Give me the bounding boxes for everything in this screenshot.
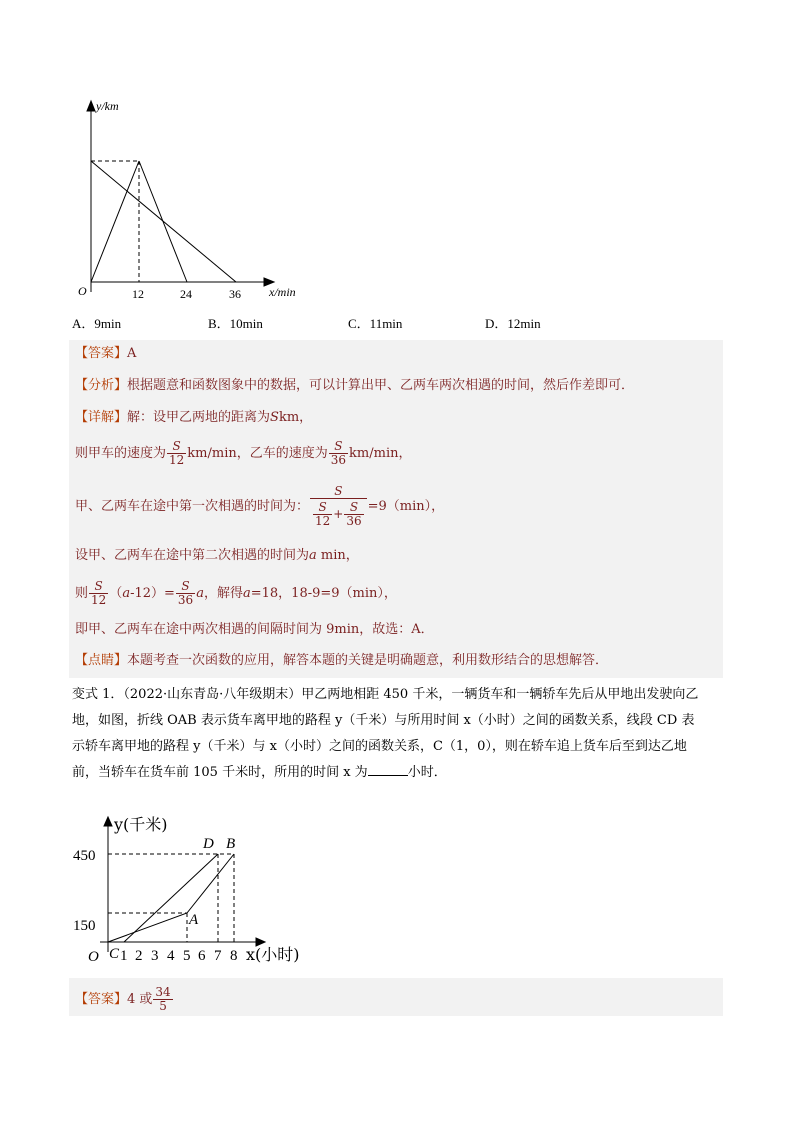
frac-num: S [172,439,181,453]
frac-den: 36 [346,514,362,528]
line-CD-car [124,854,218,942]
y-axis-label: y/km [96,99,119,113]
line-car-a-out [91,161,139,282]
answer-tag: 【答案】 [75,346,128,361]
point-a-label: A [189,912,199,928]
point-c-label: C [109,946,120,962]
distance-time-graph-2 [70,812,310,972]
problem-line-4b: 小时． [407,765,447,780]
frac-den: 12 [169,453,185,467]
line-car-b [91,161,236,282]
detail-text-2a: 则甲车的速度为 [75,446,167,461]
origin-label: O [78,284,87,298]
y-axis-label: y(千米) [114,815,168,834]
detail-line-3 [75,485,444,528]
frac-num: S [334,439,343,453]
answer-value-2: 4 或 [127,992,153,1007]
detail-text-4a: 设甲、乙两车在途中第二次相遇的时间为 [75,548,310,563]
x-axis-label: x/min [269,285,296,299]
comment-text: 本题考查一次函数的应用，解答本题的关键是明确题意，利用数形结合的思想解答． [127,653,609,668]
detail-text-2c: km/min， [349,446,412,461]
x-tick-12: 12 [132,287,144,301]
comment-line [75,651,608,671]
fraction-s-36 [329,440,348,467]
answer-value: A [127,346,137,361]
detail-text-1c: km， [278,410,313,425]
problem-line-3: 示轿车离甲地的路程 y（千米）与 x（小时）之间的函数关系，C（1，0），则在轿车追上货车后至到达乙地 [72,739,687,754]
fraction-s-12 [167,440,186,467]
problem-2-text [72,682,722,794]
x-tick-24: 24 [180,287,192,301]
detail-line-4 [75,546,359,566]
detail-text-5a: 则 [75,586,89,601]
problem-line-4a: 前，当轿车在货车前 105 千米时，所用的时间 x 为 [72,765,368,780]
detail-line-5 [75,580,397,607]
frac-num: S [334,484,343,498]
choice-d: D．12min [485,316,541,331]
problem-line-4 [72,760,447,786]
detail-text-5f: ，解得 [203,586,243,601]
frac-den: 12 [91,593,107,607]
x-tick-3: 3 [151,948,159,964]
frac-den: 36 [330,453,347,467]
detail-tag: 【详解】 [75,410,128,425]
solution-block-1 [69,340,723,678]
compound-fraction [310,485,367,528]
x-axis-label: x(小时) [246,945,300,964]
fraction-s-36-inner [344,501,363,528]
detail-text-3b: =9（min）， [367,499,445,514]
answer-tag-2: 【答案】 [75,992,128,1007]
frac-num: S [349,500,359,514]
fraction-34-5 [153,986,172,1013]
point-b-label: B [226,836,236,852]
problem-line-2: 地，如图，折线 OAB 表示货车离甲地的路程 y（千米）与所用时间 x（小时）之间的函数关系，线段 CD 表 [72,713,695,728]
var-a: a [242,586,251,601]
answer-line-2 [75,986,174,1013]
y-axis-arrow [104,817,112,826]
plus-sign: + [333,507,344,521]
fraction-s-36 [176,580,195,607]
point-d-label: D [203,836,214,852]
frac-num: 34 [155,985,171,999]
analysis-text: 根据题意和函数图象中的数据，可以计算出甲、乙两车两次相遇的时间，然后作差即可． [127,378,635,393]
detail-line-2 [75,440,411,467]
analysis-tag: 【分析】 [75,378,128,393]
detail-text-5d: -12）= [130,586,175,601]
analysis-line [75,376,634,396]
answer-choices [72,313,672,333]
detail-text-3a: 甲、乙两车在途中第一次相遇的时间为： [75,499,310,514]
detail-text-5h: =18，18-9=9（min）， [250,586,397,601]
choice-a: A．9min [72,316,122,331]
detail-line-6 [75,620,434,640]
frac-num: S [94,579,103,593]
detail-text-4c: min， [320,548,359,563]
frac-num: S [181,579,190,593]
y-tick-150: 150 [73,918,96,934]
distance-time-graph-1 [60,95,320,310]
var-s: S [270,410,279,425]
comment-tag: 【点睛】 [75,653,128,668]
var-a: a [309,548,317,563]
y-axis-arrow [87,101,95,111]
x-tick-7: 7 [214,948,222,964]
x-tick-6: 6 [198,948,206,964]
answer-line [75,344,136,364]
choice-c: C．11min [348,316,403,331]
frac-den: 12 [315,514,331,528]
y-tick-450: 450 [73,848,96,864]
frac-num: S [318,500,327,514]
detail-text-2b: km/min，乙车的速度为 [187,446,328,461]
x-tick-8: 8 [230,948,238,964]
var-a: a [196,586,204,601]
frac-den: 36 [177,593,194,607]
x-tick-2: 2 [135,948,143,964]
detail-line-1 [75,408,312,428]
frac-den: 5 [153,999,172,1013]
paren-open: （ [109,586,123,601]
detail-text-6: 即甲、乙两车在途中两次相遇的间隔时间为 9min，故选：A． [75,622,434,637]
fraction-s-12-inner [313,501,332,528]
solution-block-2 [69,978,723,1016]
problem-line-1: 变式 1．（2022·山东青岛·八年级期末）甲乙两地相距 450 千米，一辆货车和一辆轿车先后从甲地出发驶向乙 [72,687,699,702]
answer-blank [368,761,408,776]
x-tick-1: 1 [120,948,128,964]
var-a: a [122,586,131,601]
choice-b: B．10min [208,316,263,331]
x-tick-5: 5 [183,948,191,964]
fraction-s-12 [89,580,108,607]
frac-den-compound [310,498,367,528]
origin-label: O [88,949,99,965]
x-tick-4: 4 [167,948,175,964]
detail-text-1a: 解：设甲乙两地的距离为 [127,410,271,425]
x-tick-36: 36 [229,287,241,301]
